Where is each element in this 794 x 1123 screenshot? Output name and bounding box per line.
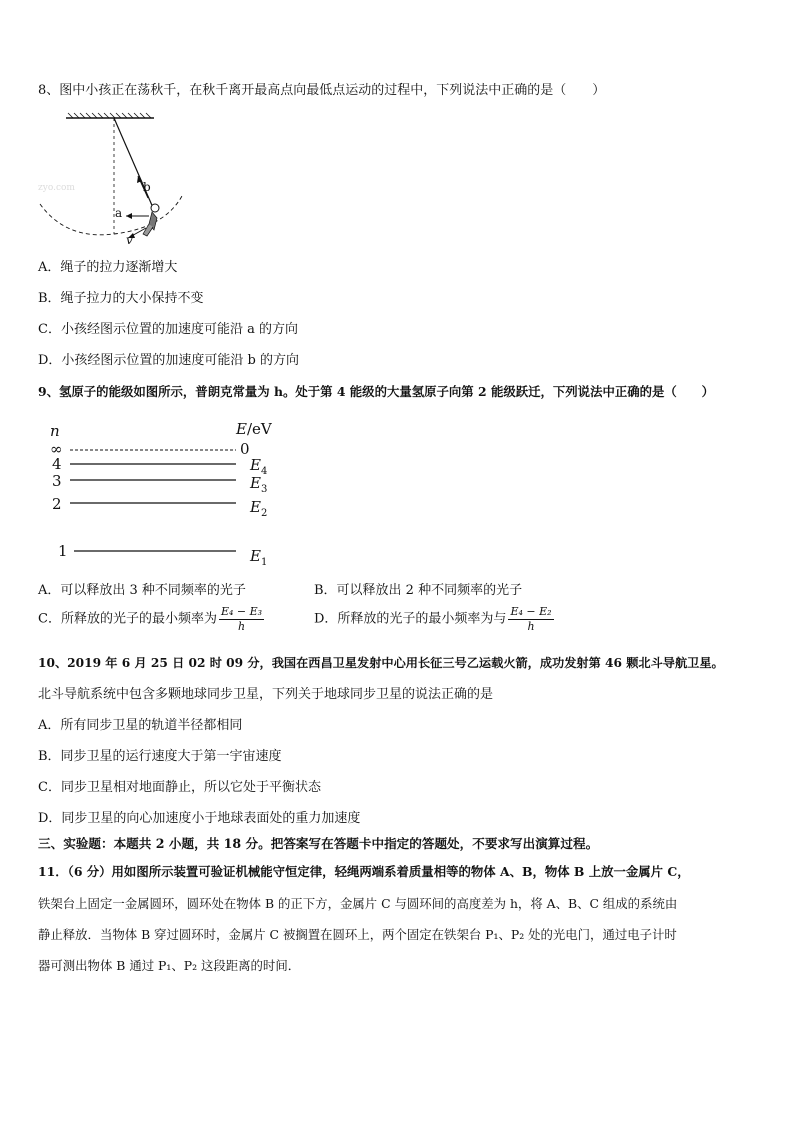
- energy-level-diagram: [40, 414, 290, 574]
- q10-option-b: B．同步卫星的运行速度大于第一宇宙速度: [38, 749, 282, 764]
- level-3-e: $E_3$: [250, 474, 268, 495]
- level-inf-n: ∞: [50, 440, 63, 458]
- level-2-e: $E_2$: [250, 498, 268, 519]
- q9-option-c-text: C．所释放的光子的最小频率为: [38, 611, 217, 627]
- section-3-heading: 三、实验题：本题共 2 小题，共 18 分。把答案写在答题卡中指定的答题处，不要求写出演算过程。: [38, 836, 599, 851]
- label-a: a: [115, 206, 123, 220]
- level-4-e: $E_4$: [250, 456, 268, 477]
- q9-stem: 9、氢原子的能级如图所示，普朗克常量为 h。处于第 4 能级的大量氢原子向第 2 能级跃迁，下列说法中正确的是（ ）: [38, 384, 714, 399]
- n-label: n: [50, 422, 60, 440]
- q10-option-a: A．所有同步卫星的轨道半径都相同: [38, 718, 243, 733]
- level-2-n: 2: [52, 495, 62, 513]
- q10-stem-line2: 北斗导航系统中包含多颗地球同步卫星，下列关于地球同步卫星的说法正确的是: [38, 687, 494, 702]
- q11-line2: 铁架台上固定一金属圆环，圆环处在物体 B 的正下方，金属片 C 与圆环间的高度差为 h，将 A、B、C 组成的系统由: [38, 896, 678, 911]
- q8-option-b: B．绳子拉力的大小保持不变: [38, 291, 204, 306]
- level-4-n: 4: [52, 455, 62, 473]
- q9-option-c: [38, 606, 264, 633]
- q10-stem-line1: 10、2019 年 6 月 25 日 02 时 09 分，我国在西昌卫星发射中心用长征三号乙运载火箭，成功发射第 46 颗北斗导航卫星。: [38, 656, 724, 670]
- label-b: b: [143, 180, 151, 194]
- q9-option-d-text: D．所释放的光子的最小频率为与: [314, 611, 507, 627]
- level-1-n: 1: [58, 542, 68, 560]
- q9-option-a: A．可以释放出 3 种不同频率的光子: [38, 583, 246, 598]
- q11-line3: 静止释放．当物体 B 穿过圆环时，金属片 C 被搁置在圆环上，两个固定在铁架台 P₁、P₂ 处的光电门，通过电子计时: [38, 927, 677, 942]
- q8-option-c: C．小孩经图示位置的加速度可能沿 a 的方向: [38, 322, 298, 337]
- q9-option-d: [314, 606, 554, 633]
- e-unit: /eV: [246, 420, 272, 438]
- q11-line1: 11．（6 分）用如图所示装置可验证机械能守恒定律，轻绳两端系着质量相等的物体 A、B，物体 B 上放一金属片 C，: [38, 864, 690, 879]
- q8-option-d: D．小孩经图示位置的加速度可能沿 b 的方向: [38, 353, 300, 368]
- q9-option-c-fraction: $\frac{\text{E₄ − E₃}}{h}$: [220, 605, 263, 633]
- level-3-n: 3: [52, 472, 62, 490]
- q9-option-b: B．可以释放出 2 种不同频率的光子: [314, 583, 523, 598]
- level-inf-e: 0: [240, 440, 250, 458]
- level-1-e: $E_1$: [250, 547, 268, 568]
- e-unit-label: E/eV: [236, 420, 272, 438]
- label-v: v: [126, 233, 133, 247]
- q8-option-a: A．绳子的拉力逐渐增大: [38, 260, 178, 275]
- swing-figure: [36, 112, 196, 252]
- q11-line4: 器可测出物体 B 通过 P₁、P₂ 这段距离的时间．: [38, 958, 301, 973]
- watermark: zyo.com: [38, 183, 75, 193]
- q10-option-d: D．同步卫星的向心加速度小于地球表面处的重力加速度: [38, 811, 361, 826]
- q8-stem: 8、图中小孩正在荡秋千，在秋千离开最高点向最低点运动的过程中，下列说法中正确的是（ ）: [38, 83, 606, 98]
- q9-option-d-fraction: $\frac{\text{E₄ − E₂}}{h}$: [510, 605, 552, 633]
- q10-option-c: C．同步卫星相对地面静止，所以它处于平衡状态: [38, 780, 321, 795]
